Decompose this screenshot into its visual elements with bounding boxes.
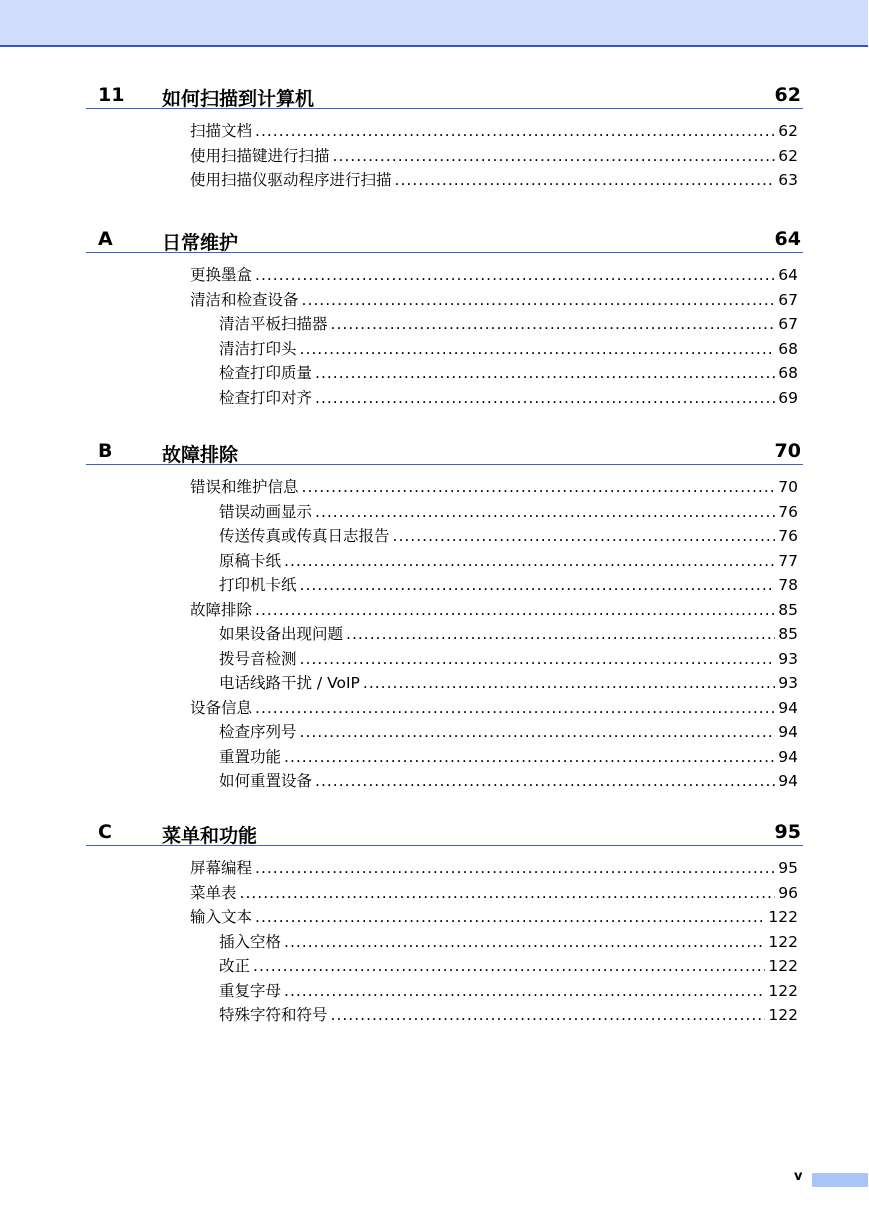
- entry-title: 原稿卡纸: [219, 551, 282, 570]
- dot-leader: [315, 770, 775, 792]
- page-tab-marker: [812, 1173, 868, 1187]
- toc-entry[interactable]: [190, 882, 798, 904]
- section-header: [86, 80, 803, 109]
- dot-leader: [302, 289, 776, 311]
- dot-leader: [255, 906, 765, 928]
- section-number: B: [98, 440, 113, 462]
- toc-entry[interactable]: [190, 599, 798, 621]
- entry-title: 清洁打印头: [219, 339, 297, 358]
- dot-leader: [331, 313, 776, 335]
- toc-entry[interactable]: [190, 169, 798, 191]
- toc-entry[interactable]: [219, 1004, 798, 1026]
- dot-leader: [302, 476, 776, 498]
- entry-page: 63: [778, 171, 798, 189]
- entry-page: 94: [778, 772, 798, 790]
- dot-leader: [284, 980, 765, 1002]
- toc-entry[interactable]: [190, 857, 798, 879]
- header-band: [0, 0, 868, 47]
- entry-title: 故障排除: [190, 600, 253, 619]
- entry-title: 电话线路干扰 / VoIP: [219, 674, 360, 692]
- toc-entry[interactable]: [190, 906, 798, 928]
- entry-page: 70: [778, 478, 798, 496]
- entry-title: 设备信息: [190, 698, 253, 717]
- dot-leader: [363, 672, 775, 694]
- toc-entry[interactable]: [219, 955, 798, 977]
- section-header: [86, 224, 803, 253]
- dot-leader: [255, 697, 775, 719]
- dot-leader: [333, 145, 776, 167]
- dot-leader: [255, 857, 775, 879]
- toc-entry[interactable]: [219, 721, 798, 743]
- entry-page: 94: [778, 723, 798, 741]
- entry-title: 如果设备出现问题: [219, 625, 344, 643]
- entry-title: 改正: [219, 957, 251, 975]
- entry-title: 检查打印对齐: [219, 388, 313, 407]
- dot-leader: [300, 574, 776, 596]
- dot-leader: [300, 648, 776, 670]
- dot-leader: [315, 362, 775, 384]
- section-page: 62: [774, 84, 801, 106]
- toc-entry[interactable]: [190, 476, 798, 498]
- toc-entry[interactable]: [219, 770, 798, 792]
- entry-page: 76: [778, 502, 798, 521]
- entry-title: 输入文本: [190, 908, 253, 926]
- entry-title: 使用扫描键进行扫描: [190, 146, 330, 165]
- entry-page: 76: [778, 527, 798, 545]
- entry-page: 64: [778, 266, 798, 284]
- entry-title: 传送传真或传真日志报告: [219, 527, 390, 545]
- section-page: 64: [774, 228, 801, 250]
- entry-page: 85: [778, 600, 798, 619]
- entry-title: 检查打印质量: [219, 364, 313, 382]
- entry-page: 77: [778, 551, 798, 570]
- section-title[interactable]: 故障排除: [162, 444, 239, 466]
- page-number: v: [794, 1169, 803, 1184]
- dot-leader: [255, 264, 775, 286]
- entry-page: 122: [768, 957, 798, 975]
- toc-entry[interactable]: [219, 672, 798, 694]
- dot-leader: [346, 623, 775, 645]
- toc-entry[interactable]: [219, 648, 798, 670]
- dot-leader: [300, 338, 776, 360]
- entry-title: 更换墨盒: [190, 266, 253, 284]
- entry-page: 94: [778, 698, 798, 717]
- entry-page: 62: [778, 122, 798, 140]
- entry-page: 69: [778, 388, 798, 407]
- entry-title: 打印机卡纸: [219, 576, 297, 594]
- dot-leader: [255, 599, 775, 621]
- entry-page: 122: [768, 981, 798, 1000]
- section-header: [86, 436, 803, 465]
- entry-title: 清洁和检查设备: [190, 290, 299, 309]
- entry-title: 如何重置设备: [219, 772, 313, 790]
- dot-leader: [284, 931, 765, 953]
- toc-entry[interactable]: [219, 980, 798, 1002]
- dot-leader: [300, 721, 776, 743]
- dot-leader: [315, 387, 775, 409]
- toc-entry[interactable]: [219, 623, 798, 645]
- entry-page: 67: [778, 315, 798, 333]
- toc-entry[interactable]: [219, 550, 798, 572]
- entry-title: 错误和维护信息: [190, 478, 299, 496]
- entry-page: 93: [778, 649, 798, 668]
- section-page: 95: [774, 821, 801, 843]
- toc-entry[interactable]: [219, 931, 798, 953]
- dot-leader: [395, 169, 776, 191]
- toc-entry[interactable]: [219, 313, 798, 335]
- entry-title: 检查序列号: [219, 723, 297, 741]
- entry-title: 使用扫描仪驱动程序进行扫描: [190, 171, 392, 189]
- dot-leader: [284, 550, 775, 572]
- toc-entry[interactable]: [190, 697, 798, 719]
- toc-entry[interactable]: [219, 525, 798, 547]
- entry-title: 清洁平板扫描器: [219, 315, 328, 333]
- entry-title: 特殊字符和符号: [219, 1006, 328, 1024]
- dot-leader: [284, 746, 775, 768]
- section-number: A: [98, 228, 113, 250]
- toc-entry[interactable]: [219, 501, 798, 523]
- section-number: C: [98, 821, 112, 843]
- entry-page: 95: [778, 859, 798, 877]
- section-title[interactable]: 日常维护: [162, 232, 239, 254]
- entry-title: 插入空格: [219, 932, 282, 951]
- section-title[interactable]: 如何扫描到计算机: [162, 88, 315, 110]
- section-header: [86, 817, 803, 846]
- toc-entry[interactable]: [190, 264, 798, 286]
- entry-page: 94: [778, 747, 798, 766]
- entry-page: 122: [768, 1006, 798, 1024]
- entry-title: 重复字母: [219, 981, 282, 1000]
- dot-leader: [253, 955, 765, 977]
- dot-leader: [315, 501, 775, 523]
- entry-title: 重置功能: [219, 747, 282, 766]
- entry-title: 屏幕编程: [190, 859, 253, 877]
- section-number: 11: [98, 84, 125, 106]
- entry-title: 菜单表: [190, 883, 237, 902]
- section-title[interactable]: 菜单和功能: [162, 825, 258, 847]
- entry-title: 扫描文档: [190, 122, 253, 140]
- toc-entry[interactable]: [219, 362, 798, 384]
- dot-leader: [331, 1004, 766, 1026]
- toc-entry[interactable]: [219, 574, 798, 596]
- toc-entry[interactable]: [190, 120, 798, 142]
- toc-entry[interactable]: [190, 145, 798, 167]
- section-page: 70: [774, 440, 801, 462]
- toc-entry[interactable]: [219, 387, 798, 409]
- toc-entry[interactable]: [219, 338, 798, 360]
- entry-page: 96: [778, 883, 798, 902]
- toc-entry[interactable]: [219, 746, 798, 768]
- dot-leader: [393, 525, 776, 547]
- entry-page: 68: [778, 339, 798, 358]
- entry-page: 62: [778, 146, 798, 165]
- entry-page: 122: [768, 932, 798, 951]
- entry-page: 85: [778, 625, 798, 643]
- toc-entry[interactable]: [190, 289, 798, 311]
- entry-page: 93: [778, 674, 798, 692]
- entry-page: 68: [778, 364, 798, 382]
- entry-page: 67: [778, 290, 798, 309]
- entry-page: 78: [778, 576, 798, 594]
- dot-leader: [255, 120, 775, 142]
- entry-page: 122: [768, 908, 798, 926]
- dot-leader: [240, 882, 776, 904]
- entry-title: 拨号音检测: [219, 649, 297, 668]
- entry-title: 错误动画显示: [219, 502, 313, 521]
